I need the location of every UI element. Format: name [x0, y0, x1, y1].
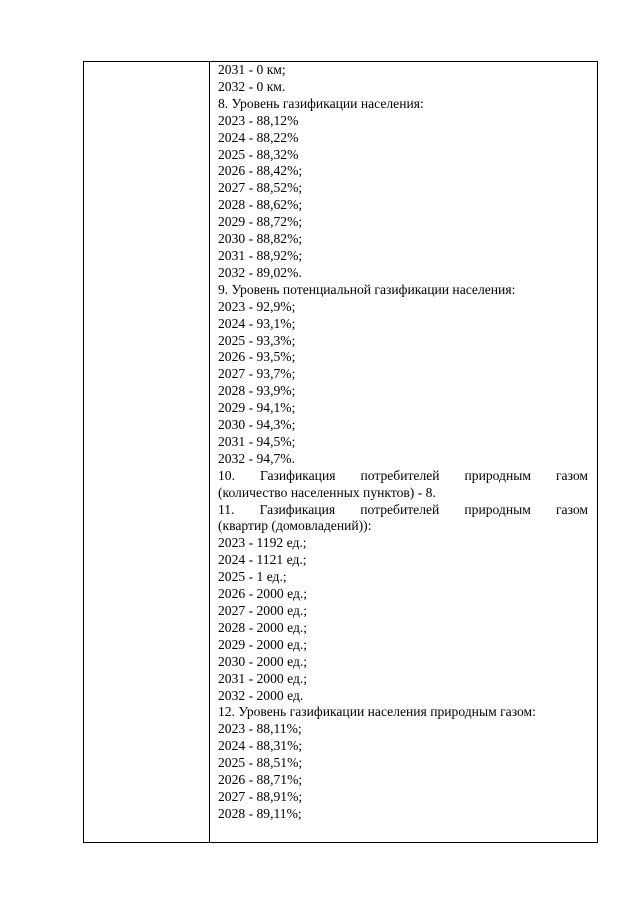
- text-line: 2027 - 93,7%;: [218, 366, 296, 382]
- text-line: 2028 - 89,11%;: [218, 805, 302, 821]
- text-line: 2031 - 0 км;: [218, 62, 286, 77]
- text-line: (квартир (домовладений)):: [218, 518, 372, 534]
- text-line: 2025 - 93,3%;: [218, 332, 296, 348]
- text-line: 2031 - 94,5%;: [218, 433, 296, 449]
- document-table: [83, 61, 598, 843]
- text-line: 9. Уровень потенциальной газификации населения:: [218, 281, 516, 297]
- text-line: 2026 - 88,71%;: [218, 772, 303, 788]
- table-right-column: [210, 62, 597, 842]
- text-line: 12. Уровень газификации населения природным газом:: [218, 704, 536, 720]
- text-line: 2023 - 88,12%: [218, 112, 299, 128]
- text-line: 2030 - 88,82%;: [218, 231, 303, 247]
- text-line: 2028 - 88,62%;: [218, 197, 303, 213]
- text-line: (количество населенных пунктов) - 8.: [218, 484, 436, 500]
- text-line: 2027 - 88,91%;: [218, 788, 303, 804]
- text-line: 2027 - 2000 ед.;: [218, 603, 308, 618]
- text-line: 2028 - 2000 ед.;: [218, 619, 308, 635]
- text-line: 2032 - 0 км.: [218, 78, 286, 94]
- text-line: 2025 - 88,51%;: [218, 755, 303, 771]
- text-line: 2025 - 1 ед.;: [218, 569, 287, 585]
- text-line: 2030 - 94,3%;: [218, 417, 296, 433]
- text-line: 2023 - 1192 ед.;: [218, 535, 307, 551]
- text-line: 2027 - 88,52%;: [218, 180, 303, 196]
- text-line: 2025 - 88,32%: [218, 146, 299, 162]
- text-line: 11. Газификация потребителей природным газом: [218, 501, 588, 517]
- text-line: 2024 - 88,22%: [218, 129, 299, 145]
- text-line: 10. Газификация потребителей природным газом: [218, 467, 588, 483]
- text-line: 2026 - 2000 ед.;: [218, 586, 308, 602]
- text-line: 2023 - 88,11%;: [218, 721, 302, 737]
- table-left-column: [84, 62, 210, 842]
- text-line: 2026 - 88,42%;: [218, 163, 303, 179]
- text-line: 2029 - 94,1%;: [218, 400, 296, 416]
- text-line: 8. Уровень газификации населения:: [218, 95, 424, 111]
- text-line: 2032 - 2000 ед.: [218, 687, 304, 703]
- text-line: 2029 - 2000 ед.;: [218, 636, 308, 652]
- text-line: 2032 - 94,7%.: [218, 450, 296, 466]
- text-line: 2024 - 88,31%;: [218, 738, 303, 754]
- text-line: 2031 - 2000 ед.;: [218, 670, 308, 686]
- text-line: 2029 - 88,72%;: [218, 214, 303, 230]
- text-line: 2030 - 2000 ед.;: [218, 653, 308, 669]
- text-line: 2024 - 1121 ед.;: [218, 552, 307, 568]
- text-line: 2023 - 92,9%;: [218, 298, 296, 314]
- text-line: 2028 - 93,9%;: [218, 383, 296, 399]
- text-line: 2024 - 93,1%;: [218, 315, 296, 331]
- text-line: 2032 - 89,02%.: [218, 264, 302, 280]
- text-line: 2026 - 93,5%;: [218, 349, 296, 365]
- text-line: 2031 - 88,92%;: [218, 247, 303, 263]
